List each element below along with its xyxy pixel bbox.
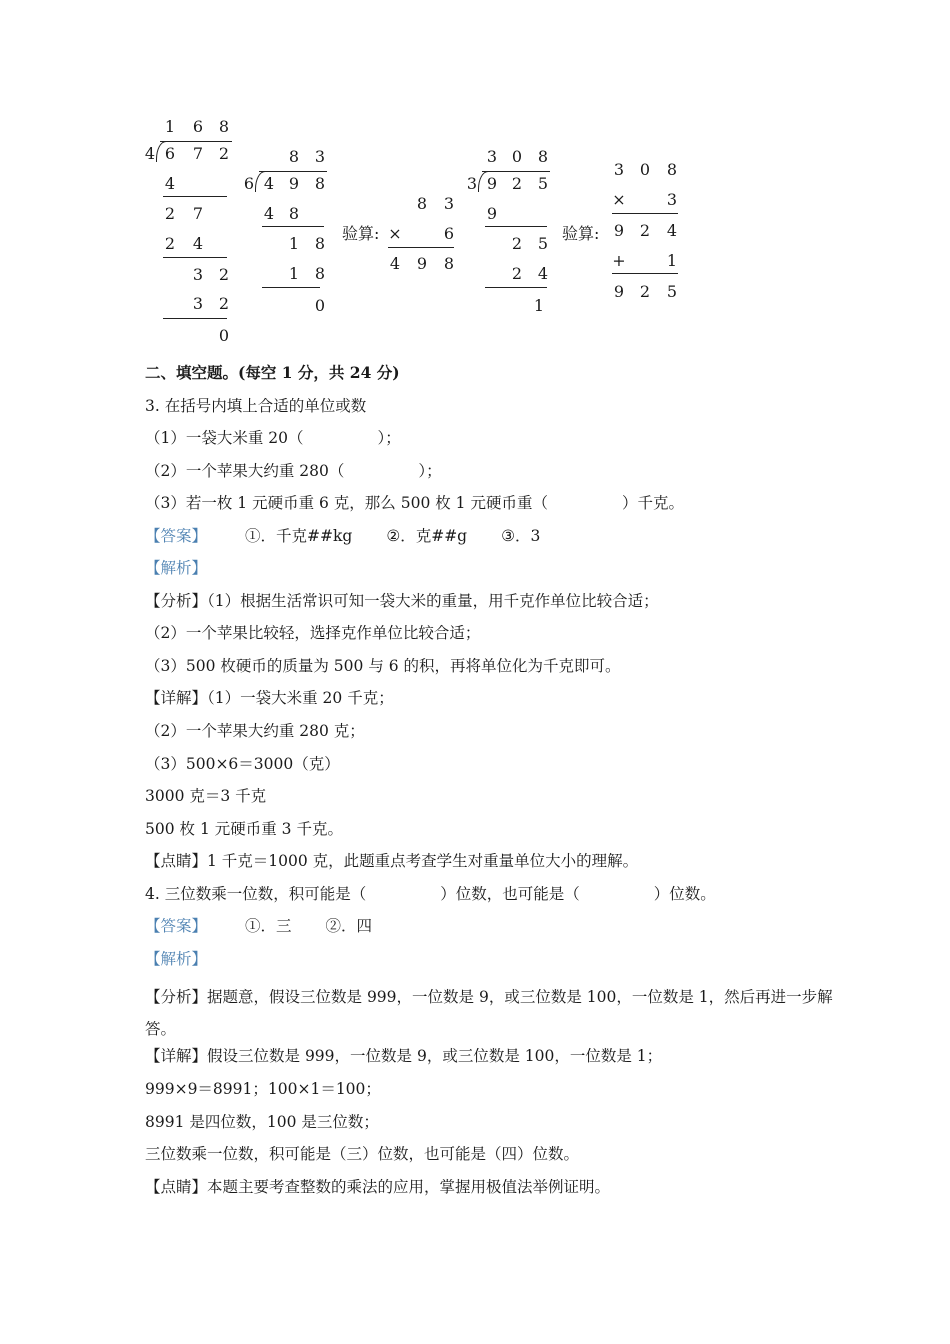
step-digit: 4 — [537, 264, 549, 283]
quotient-digit: 8 — [288, 147, 300, 166]
dividend-digit: 2 — [511, 174, 523, 193]
division-bar — [482, 171, 550, 172]
dividend-digit: 9 — [288, 174, 300, 193]
dividend-digit: 6 — [164, 144, 176, 163]
factor-digit: 8 — [416, 194, 428, 213]
answer-row — [145, 915, 372, 937]
detail-text: （1）一袋大米重 20 千克； — [207, 689, 394, 707]
question-stem: 3. 在括号内填上合适的单位或数 — [145, 397, 367, 415]
answer-label: 【答案】 — [145, 917, 208, 935]
product-digit: 9 — [613, 221, 625, 240]
step-digit: 2 — [218, 294, 230, 313]
multiply-sign: × — [388, 224, 402, 243]
question-part-3 — [145, 492, 684, 514]
divisor: 6 — [243, 174, 255, 193]
sum-digit: 9 — [613, 282, 625, 301]
step-digit: 2 — [218, 265, 230, 284]
plus-sign: + — [612, 251, 626, 270]
analysis-tag: 【分析】 — [145, 988, 208, 1006]
question-part-1 — [145, 427, 401, 449]
step-line — [262, 226, 324, 227]
quotient-digit: 3 — [486, 147, 498, 166]
step-line — [163, 196, 227, 197]
step-digit: 9 — [486, 204, 498, 223]
product-digit: 4 — [389, 254, 401, 273]
part-text: （2）一个苹果大约重 280（ — [145, 462, 345, 480]
answer-label: 【答案】 — [145, 527, 208, 545]
section-title: 二、填空题。(每空 1 分，共 24 分) — [145, 363, 400, 382]
analysis-label: 【解析】 — [145, 559, 208, 577]
step-digit: 4 — [263, 204, 275, 223]
step-line — [163, 257, 227, 258]
dividend-digit: 2 — [218, 144, 230, 163]
answer-item: ③．3 — [501, 527, 541, 545]
detail-line: 8991 是四位数，100 是三位数； — [145, 1113, 379, 1131]
factor-digit: 3 — [443, 194, 455, 213]
note-line — [145, 1176, 610, 1198]
step-digit: 1 — [288, 264, 300, 283]
dividend-digit: 7 — [192, 144, 204, 163]
result-line — [612, 273, 678, 274]
step-digit: 2 — [511, 264, 523, 283]
detail-text: 假设三位数是 999，一位数是 9，或三位数是 100，一位数是 1； — [207, 1047, 663, 1065]
product-digit: 2 — [639, 221, 651, 240]
step-digit: 3 — [192, 294, 204, 313]
step-line — [262, 287, 320, 288]
step-digit: 2 — [511, 234, 523, 253]
note-tag: 【点睛】 — [145, 852, 208, 870]
detail-line: 3000 克＝3 千克 — [145, 787, 267, 805]
answer-row — [145, 525, 540, 547]
question-part-2 — [145, 460, 442, 482]
quotient-digit: 8 — [537, 147, 549, 166]
step-line — [485, 226, 547, 227]
analysis-line — [145, 590, 659, 612]
division-bar — [259, 171, 327, 172]
factor-digit: 8 — [666, 160, 678, 179]
part-text: （3）若一枚 1 元硬币重 6 克，那么 500 枚 1 元硬币重（ — [145, 494, 548, 512]
quotient-digit: 6 — [192, 117, 204, 136]
part-text: （1）一袋大米重 20（ — [145, 429, 304, 447]
product-digit: 4 — [666, 221, 678, 240]
stem-text: ）位数，也可能是（ — [440, 885, 580, 903]
analysis-paragraph — [145, 981, 845, 1045]
product-digit: 8 — [443, 254, 455, 273]
dividend-digit: 5 — [537, 174, 549, 193]
product-digit: 9 — [416, 254, 428, 273]
division-bar — [160, 141, 232, 142]
answer-item: ①．三 — [245, 917, 292, 935]
verify-label: 验算: — [562, 224, 600, 243]
step-digit: 3 — [192, 265, 204, 284]
remainder: 0 — [314, 296, 326, 315]
addend-digit: 1 — [666, 251, 678, 270]
step-digit: 5 — [537, 234, 549, 253]
answer-item: ②．克##g — [386, 527, 468, 545]
analysis-tag: 【分析】 — [145, 592, 208, 610]
divisor: 3 — [466, 174, 478, 193]
dividend-digit: 4 — [263, 174, 275, 193]
dividend-digit: 8 — [314, 174, 326, 193]
detail-tag: 【详解】 — [145, 689, 208, 707]
analysis-text: （1）根据生活常识可知一袋大米的重量，用千克作单位比较合适； — [207, 592, 659, 610]
result-line — [388, 247, 454, 248]
remainder: 1 — [533, 296, 545, 315]
quotient-digit: 3 — [314, 147, 326, 166]
detail-line: 999×9＝8991；100×1＝100； — [145, 1080, 381, 1098]
step-digit: 4 — [164, 174, 176, 193]
stem-text: 4. 三位数乘一位数，积可能是（ — [145, 885, 367, 903]
sum-digit: 2 — [639, 282, 651, 301]
step-line — [163, 318, 227, 319]
detail-line: 500 枚 1 元硬币重 3 千克。 — [145, 820, 343, 838]
analysis-line: （3）500 枚硬币的质量为 500 与 6 的积，再将单位化为千克即可。 — [145, 657, 621, 675]
note-tag: 【点睛】 — [145, 1178, 208, 1196]
detail-line: 三位数乘一位数，积可能是（三）位数，也可能是（四）位数。 — [145, 1145, 580, 1163]
quotient-digit: 0 — [511, 147, 523, 166]
analysis-label: 【解析】 — [145, 950, 208, 968]
step-digit: 4 — [192, 234, 204, 253]
step-digit: 7 — [192, 204, 204, 223]
step-digit: 1 — [288, 234, 300, 253]
answer-item: ②．四 — [325, 917, 373, 935]
analysis-text: 据题意，假设三位数是 999，一位数是 9，或三位数是 100，一位数是 1，然后再进一步解答。 — [145, 988, 833, 1038]
verify-label: 验算: — [342, 224, 380, 243]
detail-line: （3）500×6＝3000（克） — [145, 755, 340, 773]
analysis-line: （2）一个苹果比较轻，选择克作单位比较合适； — [145, 624, 481, 642]
divisor: 4 — [144, 144, 156, 163]
dividend-digit: 9 — [486, 174, 498, 193]
result-line — [612, 213, 678, 214]
note-text: 本题主要考查整数的乘法的应用，掌握用极值法举例证明。 — [207, 1178, 611, 1196]
factor-digit: 3 — [613, 160, 625, 179]
step-digit: 8 — [288, 204, 300, 223]
note-text: 1 千克＝1000 克，此题重点考查学生对重量单位大小的理解。 — [207, 852, 639, 870]
factor-digit: 6 — [443, 224, 455, 243]
step-digit: 8 — [314, 234, 326, 253]
step-digit: 8 — [314, 264, 326, 283]
answer-item: ①．千克##kg — [245, 527, 353, 545]
part-text-end: ）； — [418, 462, 442, 480]
stem-text: ）位数。 — [653, 885, 716, 903]
remainder: 0 — [218, 326, 230, 345]
sum-digit: 5 — [666, 282, 678, 301]
quotient-digit: 1 — [164, 117, 176, 136]
part-text-end: ）； — [377, 429, 401, 447]
detail-line — [145, 687, 394, 709]
detail-line — [145, 1045, 662, 1067]
question-stem — [145, 883, 716, 905]
note-line — [145, 850, 638, 872]
factor-digit: 0 — [639, 160, 651, 179]
step-line — [485, 287, 547, 288]
detail-line: （2）一个苹果大约重 280 克； — [145, 722, 365, 740]
multiply-sign: × — [612, 190, 626, 209]
step-digit: 2 — [164, 234, 176, 253]
detail-tag: 【详解】 — [145, 1047, 208, 1065]
step-digit: 2 — [164, 204, 176, 223]
quotient-digit: 8 — [218, 117, 230, 136]
factor-digit: 3 — [666, 190, 678, 209]
part-text-end: ）千克。 — [621, 494, 684, 512]
